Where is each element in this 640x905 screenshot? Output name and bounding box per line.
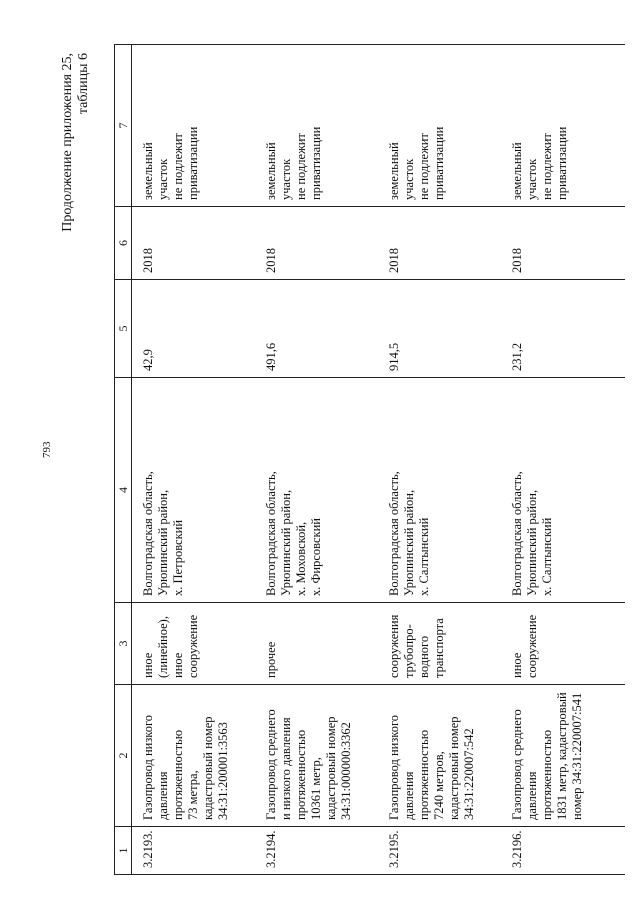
row-number: 3.2193. bbox=[132, 827, 256, 875]
object-note: земельный участок не подлежит приватизации bbox=[378, 45, 501, 207]
object-type: иное сооружение bbox=[501, 603, 625, 685]
object-address: Волгоградская область, Урюпинский район, х. Петровский bbox=[132, 378, 256, 603]
table-row bbox=[255, 45, 378, 875]
object-type: иное (линейное), иное сооружение bbox=[132, 603, 256, 685]
column-header: 7 bbox=[115, 45, 132, 207]
column-header: 4 bbox=[115, 378, 132, 603]
object-name: Газопровод среднего давления протяженностью 1831 метр, кадастровый номер 34:31:220007:541 bbox=[501, 685, 625, 827]
object-note: земельный участок не подлежит приватизации bbox=[501, 45, 625, 207]
appendix-caption bbox=[60, 53, 92, 232]
table-row bbox=[501, 45, 625, 875]
column-header: 3 bbox=[115, 603, 132, 685]
rotated-page bbox=[60, 45, 594, 875]
row-number: 3.2195. bbox=[378, 827, 501, 875]
table-row bbox=[132, 45, 256, 875]
object-year: 2018 bbox=[378, 207, 501, 280]
property-table bbox=[114, 44, 625, 875]
object-note: земельный участок не подлежит приватизации bbox=[132, 45, 256, 207]
object-name: Газопровод среднего и низкого давления протяженностью 10361 метр, кадастровый номер 34:31:000000:3362 bbox=[255, 685, 378, 827]
caption-line-2: таблицы 6 bbox=[76, 53, 91, 115]
column-number-row bbox=[115, 45, 132, 875]
caption-line-1: Продолжение приложения 25, bbox=[60, 53, 75, 232]
object-address: Волгоградская область, Урюпинский район, х. Салтынский bbox=[378, 378, 501, 603]
object-year: 2018 bbox=[255, 207, 378, 280]
object-type: сооружения трубопро- водного транспорта bbox=[378, 603, 501, 685]
column-header: 6 bbox=[115, 207, 132, 280]
page-number: 793 bbox=[41, 441, 53, 458]
object-value: 491,6 bbox=[255, 280, 378, 378]
object-note: земельный участок не подлежит приватизации bbox=[255, 45, 378, 207]
column-header: 5 bbox=[115, 280, 132, 378]
object-address: Волгоградская область, Урюпинский район, х. Салтынский bbox=[501, 378, 625, 603]
object-value: 914,5 bbox=[378, 280, 501, 378]
object-value: 42,9 bbox=[132, 280, 256, 378]
object-type: прочее bbox=[255, 603, 378, 685]
row-number: 3.2196. bbox=[501, 827, 625, 875]
object-year: 2018 bbox=[501, 207, 625, 280]
table-row bbox=[378, 45, 501, 875]
object-name: Газопровод низкого давления протяженностью 7240 метров, кадастровый номер 34:31:220007:542 bbox=[378, 685, 501, 827]
row-number: 3.2194. bbox=[255, 827, 378, 875]
column-header: 1 bbox=[115, 827, 132, 875]
object-address: Волгоградская область, Урюпинский район, х. Моховской, х. Фирсовский bbox=[255, 378, 378, 603]
object-name: Газопровод низкого давления протяженностью 73 метра, кадастровый номер 34:31:200001:3563 bbox=[132, 685, 256, 827]
object-value: 231,2 bbox=[501, 280, 625, 378]
column-header: 2 bbox=[115, 685, 132, 827]
object-year: 2018 bbox=[132, 207, 256, 280]
